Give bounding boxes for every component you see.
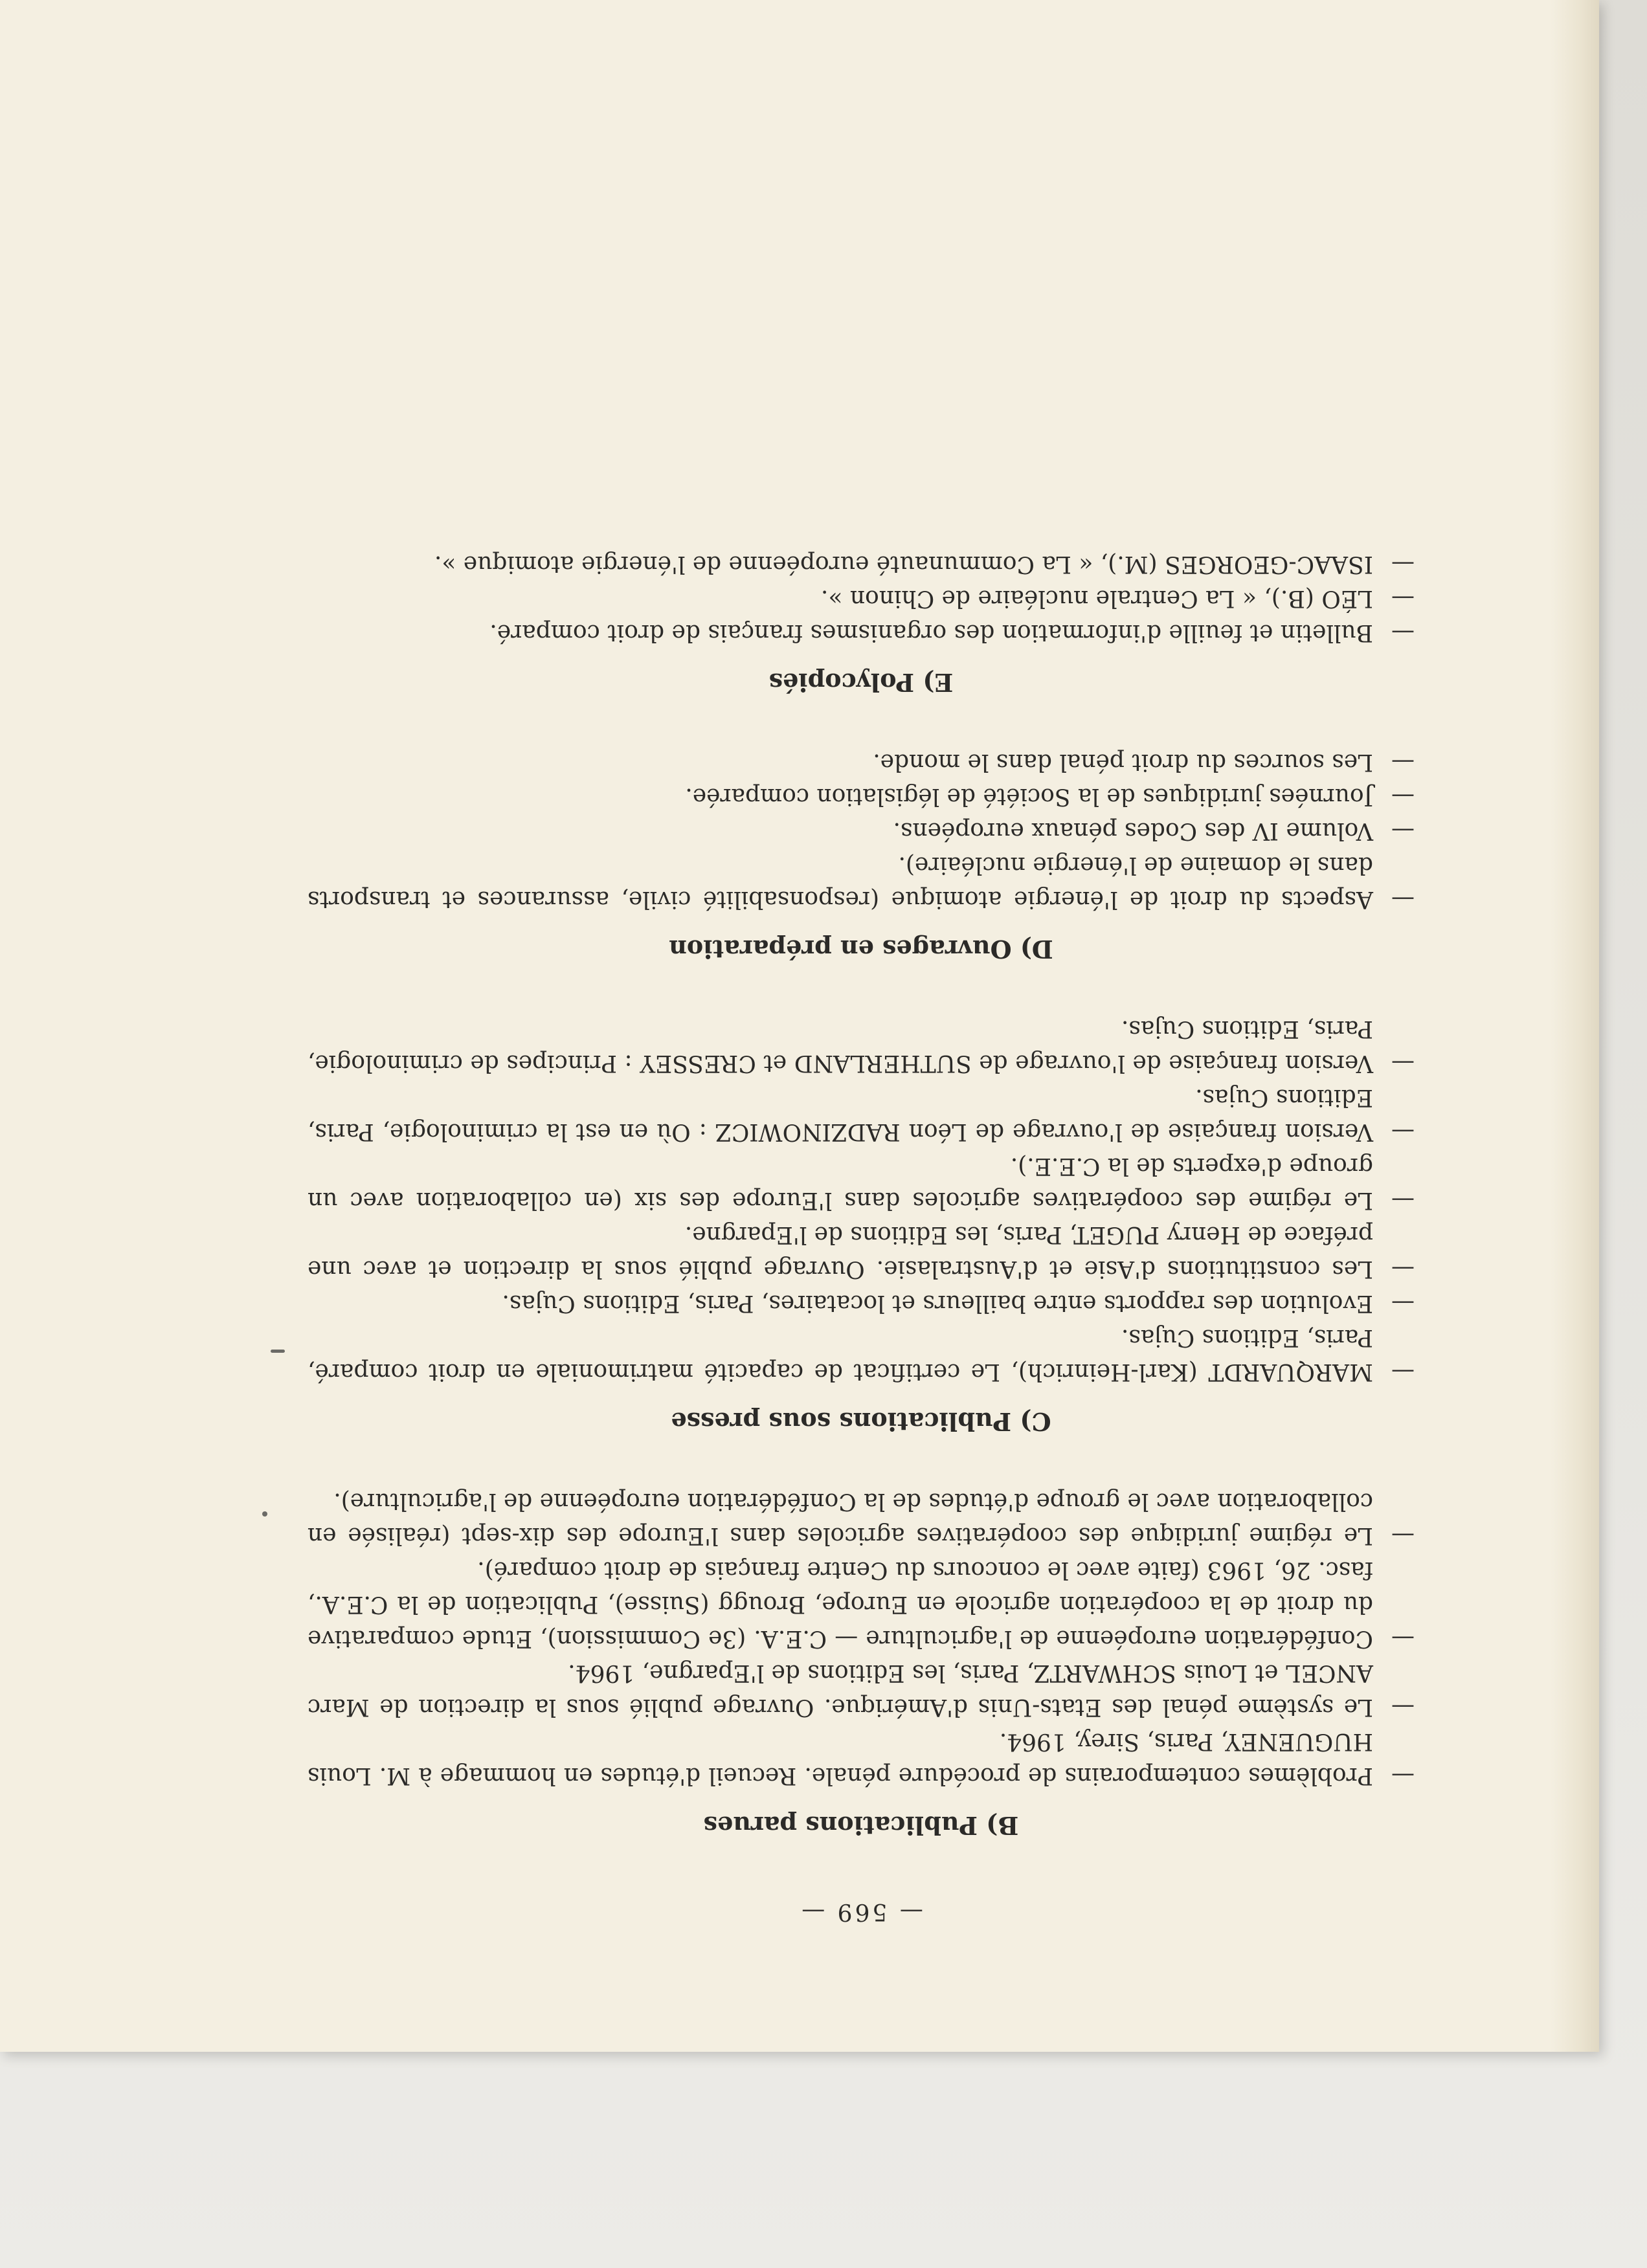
section-title: D) Ouvrages en préparation — [669, 935, 1053, 964]
entry-item: — Les sources du droit pénal dans le monde. — [308, 745, 1415, 779]
entry-item: — Le régime juridique des coopératives agricoles dans l'Europe des dix-sept (réalisée en collaboration avec le groupe d'études de la Confédération européenne de l'agriculture). — [308, 1484, 1415, 1553]
margin-mark — [271, 1350, 285, 1353]
entry-item: — Problèmes contemporains de procédure pénale. Recueil d'études en hommage à M. Louis HUGUENEY, Paris, Sirey, 1964. — [308, 1724, 1415, 1793]
entry-list — [308, 1012, 1415, 1389]
page-content-upside-down — [308, 214, 1415, 1929]
page-number: — 569 — — [799, 1898, 923, 1925]
entry-item: — Journées juridiques de la Société de législation comparée. — [308, 779, 1415, 814]
margin-dot — [262, 1511, 267, 1517]
section-c — [308, 1012, 1415, 1439]
page-edge — [1551, 0, 1599, 2052]
section-title: C) Publications sous presse — [671, 1407, 1051, 1436]
section-title: B) Publications parues — [703, 1811, 1019, 1840]
entry-item: — Le régime des coopératives agricoles dans l'Europe des six (en collaboration avec un groupe d'experts de la C.E.E.). — [308, 1149, 1415, 1217]
section-title: E) Polycopiés — [768, 668, 954, 697]
entry-item: — Volume IV des Codes pénaux européens. — [308, 814, 1415, 848]
entry-item: — Les constitutions d'Asie et d'Australasie. Ouvrage publié sous la direction et avec une préface de Henry PUGET, Paris, les Editions de l'Epargne. — [308, 1217, 1415, 1286]
entry-list — [308, 547, 1415, 650]
section-b — [308, 1484, 1415, 1843]
entry-item: — Aspects du droit de l'énergie atomique (responsabilité civile, assurances et transports dans le domaine de l'énergie nucléaire). — [308, 848, 1415, 917]
entry-item: — Evolution des rapports entre bailleurs et locataires, Paris, Editions Cujas. — [308, 1286, 1415, 1320]
entry-list — [308, 1484, 1415, 1793]
entry-item: — Version française de l'ouvrage de SUTHERLAND et CRESSEY : Principes de criminologie, Paris, Editions Cujas. — [308, 1012, 1415, 1080]
entry-item: — MARQUARDT (Karl-Heinrich), Le certificat de capacité matrimoniale en droit comparé, Paris, Editions Cujas. — [308, 1320, 1415, 1389]
entry-item: — Le système pénal des Etats-Unis d'Amérique. Ouvrage publié sous la direction de Marc ANCEL et Louis SCHWARTZ, Paris, les Editions de l'Epargne, 1964. — [308, 1656, 1415, 1724]
section-e — [308, 547, 1415, 700]
entry-item: — Confédération européenne de l'agriculture — C.E.A. (3e Commission), Etude comparative du droit de la coopération agricole en Europe, Brougg (Suisse), Publication de la C.E.A., fasc. 26, 1963 (faite avec le concours du Centre français de droit comparé). — [308, 1553, 1415, 1656]
entry-item: — Bulletin et feuille d'information des organismes français de droit comparé. — [308, 616, 1415, 650]
entry-item: — ISAAC-GEORGES (M.), « La Communauté européenne de l'énergie atomique ». — [308, 547, 1415, 581]
entry-item: — LÉO (B.), « La Centrale nucléaire de Chinon ». — [308, 581, 1415, 616]
entry-item: — Version française de l'ouvrage de Léon RADZINOWICZ : Où en est la criminologie, Paris, Editions Cujas. — [308, 1080, 1415, 1149]
section-d — [308, 745, 1415, 966]
entry-list — [308, 745, 1415, 917]
